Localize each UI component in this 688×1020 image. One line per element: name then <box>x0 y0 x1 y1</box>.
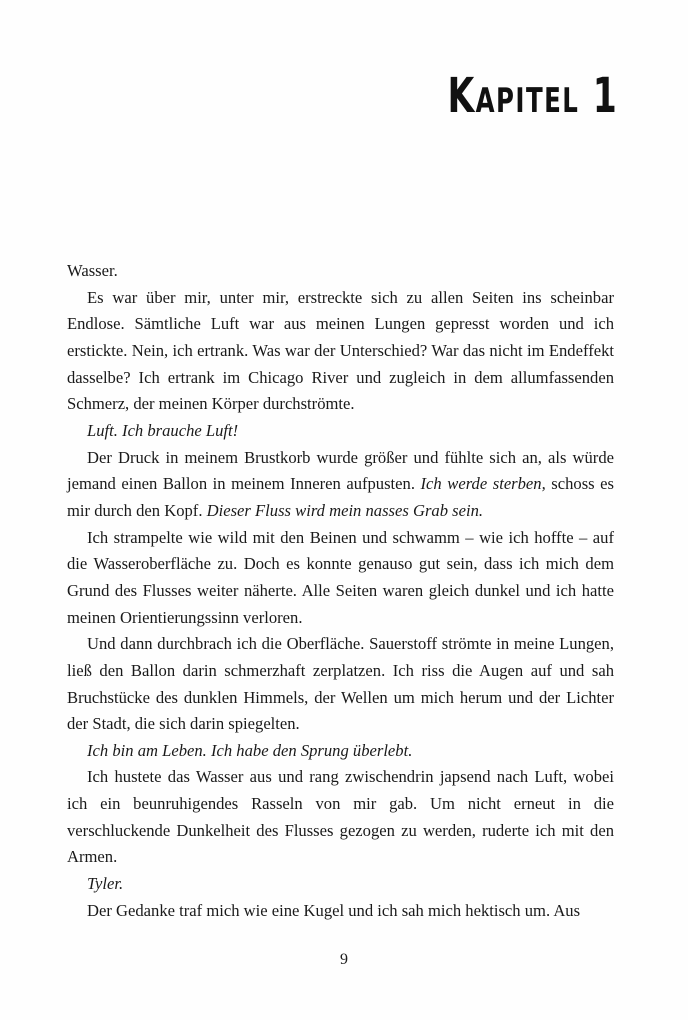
paragraph-segment: Und dann durchbrach ich die Oberfläche. Sauerstoff strömte in meine Lungen, ließ den Ballon darin schmerzhaft zerplatzen. Ich riss die Augen auf und sah Bruchstücke des dunklen Himmels, der Wellen um mich herum und der Lichter der Stadt, die sich darin spiegelten. <box>67 634 614 734</box>
paragraph-segment: Ich hustete das Wasser aus und rang zwischendrin japsend nach Luft, wobei ich ein beunruhigendes Rasseln von mir gab. Um nicht erneut in die verschluckende Dunkelheit des Flusses gezogen zu werden, ruderte ich mit den Armen. <box>67 767 614 867</box>
paragraph-segment: Wasser. <box>67 261 118 280</box>
paragraph <box>67 285 614 418</box>
paragraph <box>67 898 614 925</box>
paragraph-segment: schoss es mir durch den Kopf. <box>67 474 614 520</box>
paragraph-segment: Ich bin am Leben. Ich habe den Sprung überlebt. <box>87 740 413 760</box>
paragraph <box>67 764 614 871</box>
paragraph-italic-segment: Ich werde sterben, <box>420 474 546 494</box>
chapter-body-text <box>67 258 614 924</box>
page-number: 9 <box>340 951 348 968</box>
paragraph <box>67 445 614 525</box>
paragraph <box>67 525 614 632</box>
paragraph-segment: Der Gedanke traf mich wie eine Kugel und ich sah mich hektisch um. Aus <box>87 900 581 920</box>
paragraph-segment: Luft. Ich brauche Luft! <box>87 420 239 440</box>
paragraph-segment: Der Druck in meinem Brustkorb wurde größer und fühlte sich an, als würde jemand einen Ballon in meinem Inneren aufpusten. <box>67 447 614 494</box>
paragraph-italic-segment: Dieser Fluss wird mein nasses Grab sein. <box>206 500 484 520</box>
paragraph <box>67 738 614 765</box>
paragraph <box>67 631 614 738</box>
chapter-title: Kapitel 1 <box>447 68 618 124</box>
paragraph <box>67 258 614 285</box>
paragraph-segment: Tyler. <box>87 874 124 894</box>
paragraph <box>67 871 614 898</box>
paragraph-segment: Es war über mir, unter mir, erstreckte sich zu allen Seiten ins scheinbar Endlose. Sämtliche Luft war aus meinen Lungen gepresst worden und ich erstickte. Nein, ich ertrank. Was war der Unterschied? War das nicht im Endeffekt dasselbe? Ich ertrank im Chicago River und zugleich in dem allumfassenden Schmerz, der meinen Körper durchströmte. <box>67 287 614 414</box>
paragraph-segment: Ich strampelte wie wild mit den Beinen und schwamm – wie ich hoffte – auf die Wasseroberfläche zu. Doch es konnte genauso gut sein, dass ich mich dem Grund des Flusses weiter näherte. Alle Seiten waren gleich dunkel und ich hatte meinen Orientierungssinn verloren. <box>67 527 614 627</box>
paragraph <box>67 418 614 445</box>
